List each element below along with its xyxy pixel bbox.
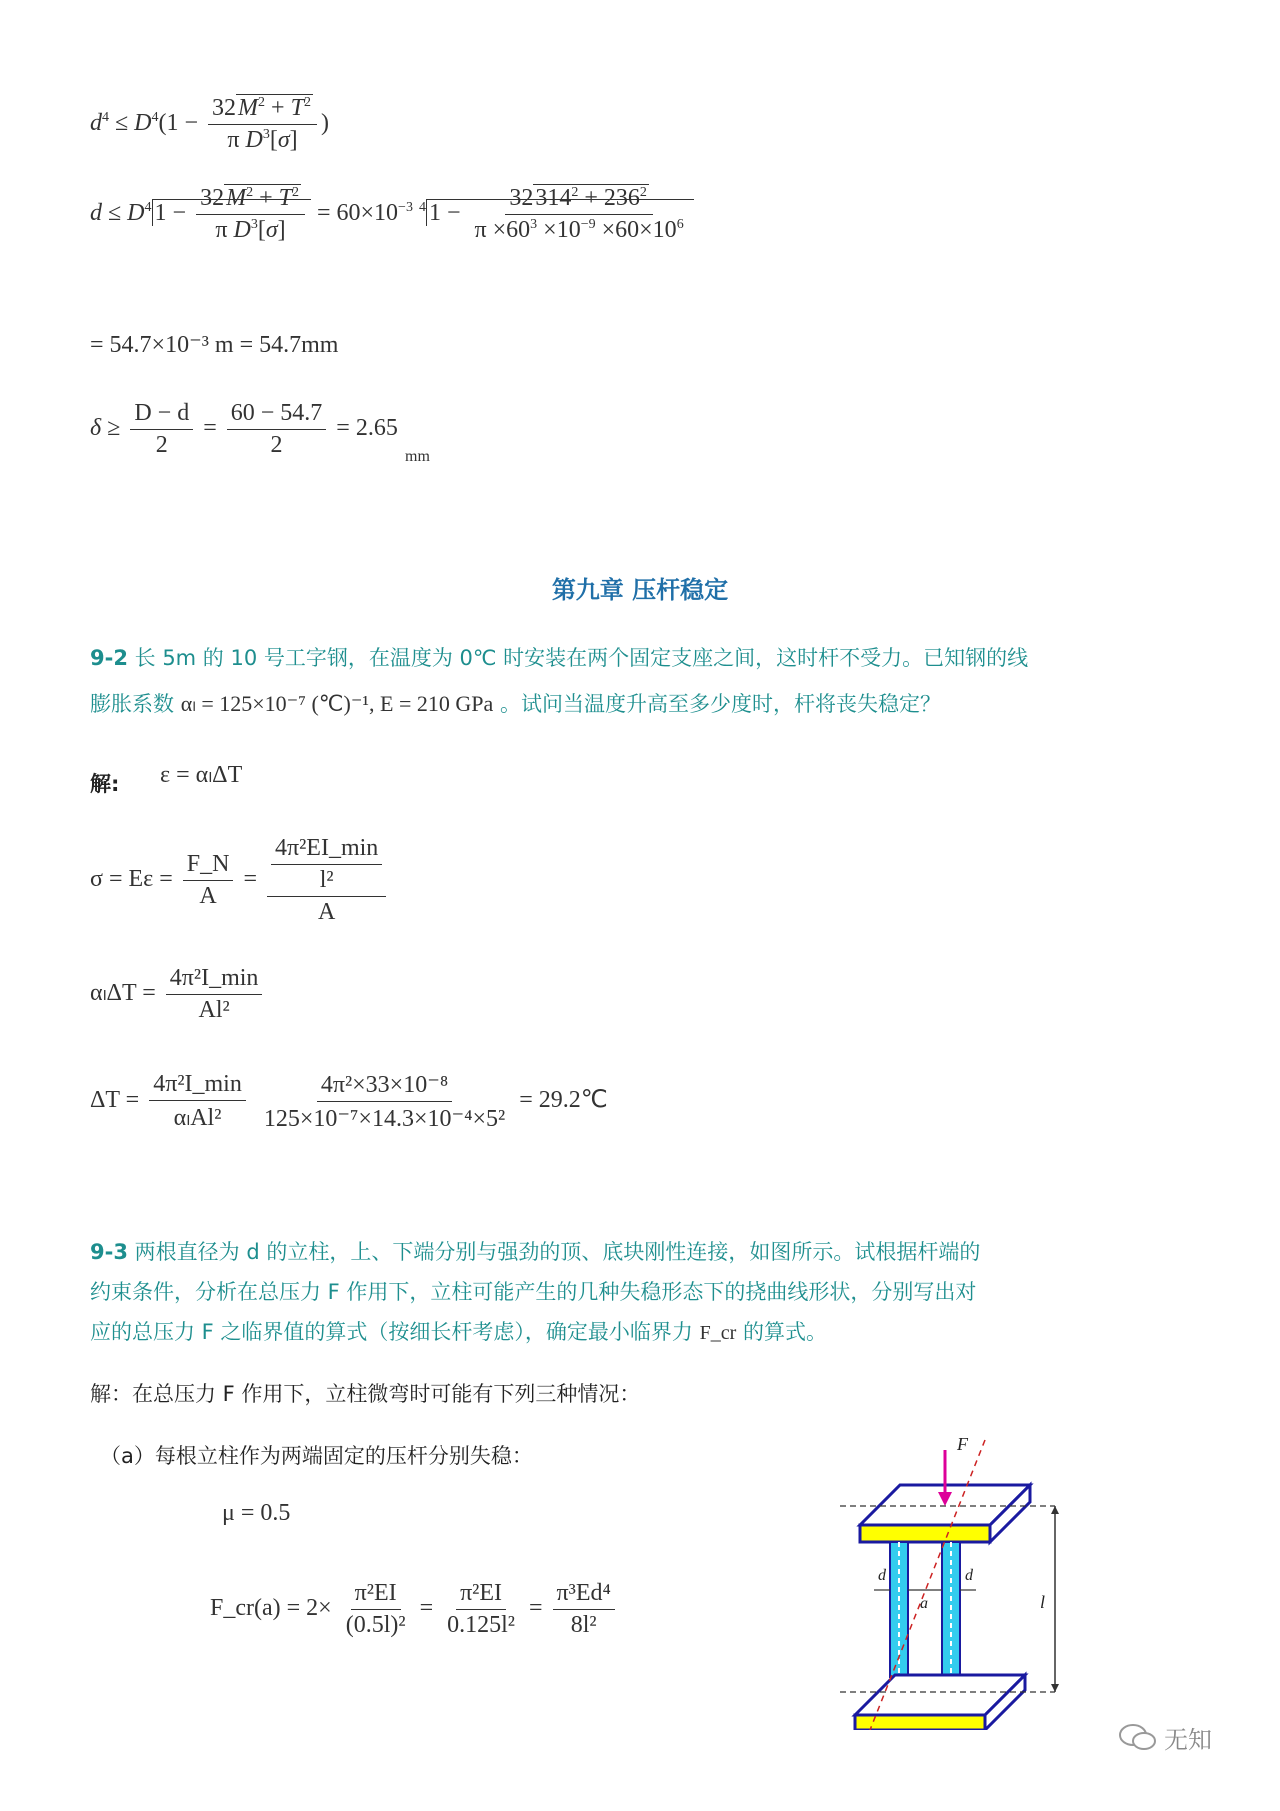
delta-result: = 2.65 — [336, 415, 398, 442]
equation-delta: δ ≥ $\frac{D - d}{2}$ = $\frac{60 - 54.7}{2}$ = 2.65 — [90, 400, 398, 458]
problem-9-2-statement — [90, 638, 1200, 724]
problem-text-line2b: 。试问当温度升高至多少度时，杆将丧失稳定？ — [499, 692, 941, 716]
frac1-den: 2 — [155, 432, 168, 458]
sol-eq2-inner-den: l² — [319, 867, 334, 893]
fcr-f3-num: π³Ed⁴ — [553, 1580, 615, 1610]
equation-result-d: = 54.7×10⁻³ m = 54.7mm — [90, 332, 339, 358]
solution-eq3 — [90, 965, 266, 1024]
problem-9-3-statement — [90, 1232, 1200, 1353]
delta-lhs: δ ≥ — [90, 415, 121, 442]
problem-text-line1: 长 5m 的 10 号工字钢，在温度为 0℃ 时安装在两个固定支座之间，这时杆不受力。已知钢的线 — [134, 646, 1029, 670]
sol-eq4-f1-den: αₗAl² — [173, 1105, 222, 1131]
p93-line1: 两根直径为 d 的立柱，上、下端分别与强劲的顶、底块刚性连接，如图所示。试根据杆端的 — [134, 1240, 981, 1264]
watermark-text: 无知 — [1164, 1726, 1212, 1754]
p93-fcr: F_cr — [699, 1322, 737, 1344]
alpha-formula: αₗ = 125×10⁻⁷ (℃)⁻¹, E = 210 GPa — [180, 691, 494, 716]
fcr-f3-den: 8l² — [570, 1612, 597, 1638]
chapter-title: 第九章 压杆稳定 — [551, 576, 729, 604]
solution-eq1: ε = αₗΔT — [160, 762, 243, 788]
equation-d: $d \le D^4$ 1 − $\frac{32M^2 + T^2}{\pi D^3[\sigma]}$ = $60\times 10^{-3}$ $^4$ 1 − $\frac{32314^2 + 236^2}{\pi \times 60^3 \times 10^{-9} \times 60\times 10^6}$ — [90, 185, 694, 244]
wechat-icon — [1118, 1723, 1158, 1753]
fcr-f2-den: 0.125l² — [447, 1612, 515, 1638]
top-plate-front-face — [860, 1525, 990, 1542]
p93-fcr-eq: F_cr(a) = 2× $\frac{\text{π²EI}}{\text{(0.5l)²}}$ = $\frac{\text{π²EI}}{\text{0.125l²}}$ = $\frac{\text{π³Ed⁴}}{\text{8l²}}$ — [210, 1580, 619, 1639]
sol-eq2-a2: A — [317, 899, 336, 925]
problem-number-9-3: 9-3 — [90, 1240, 128, 1264]
sol-eq2-lhs: σ = Eε = — [90, 866, 173, 893]
solution-label: 解: — [90, 772, 120, 796]
label-l: l — [1040, 1592, 1046, 1612]
sol-eq4-lhs: ΔT = — [90, 1087, 140, 1114]
watermark — [1118, 1720, 1212, 1755]
equation-d4: $d^4 \le D^4(1$ − $\frac{32M^2 + T^2}{\pi D^3[\sigma]}$ ) — [90, 95, 329, 153]
frac2-num: 60 − 54.7 — [227, 400, 327, 430]
sol-eq2-inner-num: 4π²EI_min — [271, 835, 382, 865]
sol-eq3-den: Al² — [198, 997, 230, 1023]
label-d-left: d — [878, 1567, 886, 1584]
solution-eq2: σ = Eε = $\frac{F\_N}{A}$ = $\frac{\frac{\text{4π²EI\_min}}{\text{l²}}}{A}$ — [90, 835, 390, 926]
p93-mu: μ = 0.5 — [222, 1500, 291, 1526]
label-F: F — [957, 1434, 968, 1454]
frac2-den: 2 — [270, 432, 283, 458]
p93-line2: 约束条件，分析在总压力 F 作用下，立柱可能产生的几种失稳形态下的挠曲线形状，分别写出对 — [90, 1280, 977, 1304]
p93-solution-intro: 解：在总压力 F 作用下，立柱微弯时可能有下列三种情况： — [90, 1382, 641, 1406]
p93-line3b: 的算式。 — [742, 1320, 827, 1344]
fcr-f1-num: π²EI — [351, 1580, 401, 1610]
problem-number: 9-2 — [90, 646, 128, 670]
label-a: a — [920, 1595, 928, 1612]
label-d-right: d — [965, 1567, 973, 1584]
fcr-f1-den: (0.5l)² — [345, 1612, 406, 1638]
problem-text-line2a: 膨胀系数 — [90, 692, 174, 716]
sol-eq3-lhs: αₗΔT = — [90, 980, 156, 1007]
p93-line3a: 应的总压力 F 之临界值的算式（按细长杆考虑），确定最小临界力 — [90, 1320, 693, 1344]
sol-eq4-result: = 29.2℃ — [519, 1087, 608, 1114]
unit-mm: mm — [405, 448, 430, 465]
fcr-f2-num: π²EI — [456, 1580, 506, 1610]
sol-eq4-f1-num: 4π²I_min — [149, 1071, 246, 1101]
sol-eq2-fn: F_N — [183, 851, 234, 881]
sol-eq3-num: 4π²I_min — [166, 965, 263, 995]
solution-eq4 — [90, 1070, 608, 1133]
fcr-lhs: F_cr(a) = 2× — [210, 1595, 332, 1622]
sol-eq2-a: A — [199, 883, 217, 909]
sol-eq4-f2-den: 125×10⁻⁷×14.3×10⁻⁴×5² — [263, 1106, 506, 1132]
p93-case-a: （a）每根立柱作为两端固定的压杆分别失稳： — [100, 1444, 533, 1468]
frac1-num: D − d — [130, 400, 193, 430]
sol-eq4-f2-num: 4π²×33×10⁻⁸ — [317, 1070, 452, 1102]
column-figure — [840, 1430, 1080, 1730]
